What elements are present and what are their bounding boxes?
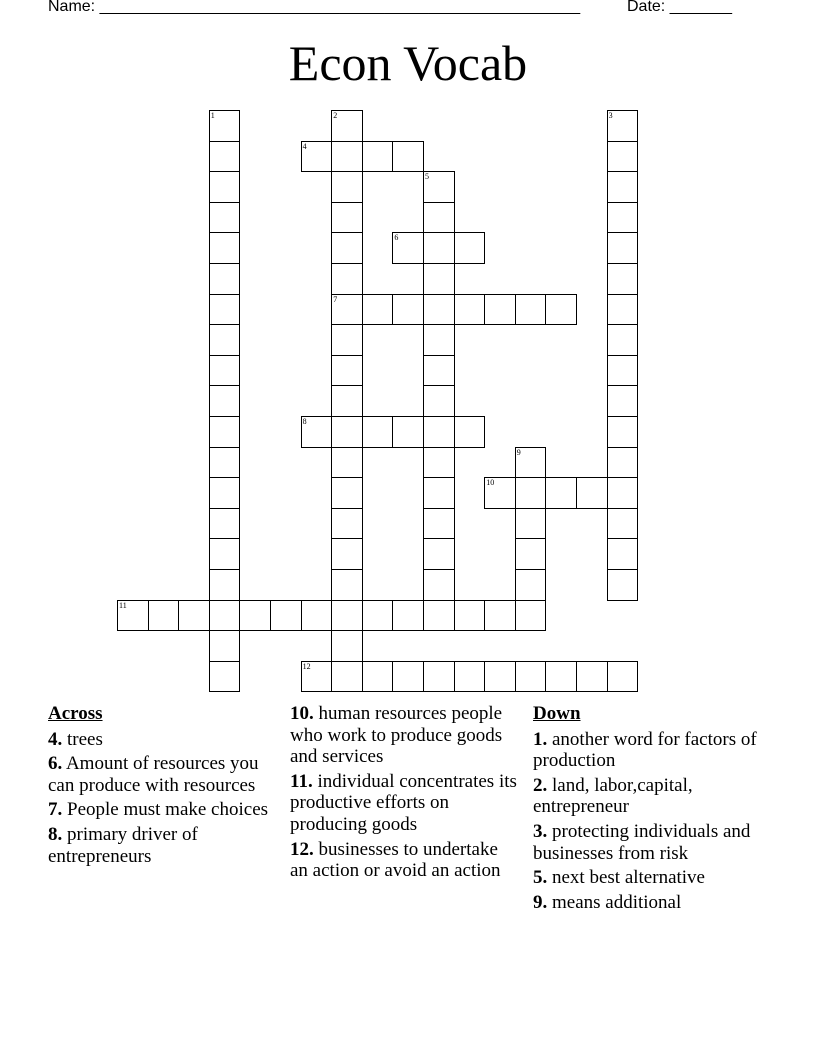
crossword-cell[interactable] xyxy=(423,477,455,509)
crossword-cell[interactable] xyxy=(209,477,241,509)
name-field-label: Name: ______________________________________________________ xyxy=(48,0,581,15)
crossword-cell[interactable] xyxy=(331,385,363,417)
crossword-cell[interactable] xyxy=(607,294,639,326)
clue-text: trees xyxy=(67,728,103,750)
crossword-cell[interactable] xyxy=(209,202,241,234)
crossword-cell[interactable] xyxy=(209,630,241,662)
crossword-cell[interactable] xyxy=(515,661,547,693)
crossword-cell[interactable] xyxy=(209,110,241,142)
cell-number: 2 xyxy=(333,111,338,120)
clues-column-2 xyxy=(290,703,520,885)
crossword-cell[interactable] xyxy=(423,355,455,387)
clue-number: 3. xyxy=(533,820,548,842)
across-heading: Across xyxy=(48,703,103,724)
crossword-cell[interactable] xyxy=(545,661,577,693)
crossword-cell[interactable] xyxy=(209,569,241,601)
crossword-cell[interactable] xyxy=(576,661,608,693)
crossword-cell[interactable] xyxy=(331,477,363,509)
crossword-cell[interactable] xyxy=(423,447,455,479)
cell-number: 5 xyxy=(425,172,429,182)
crossword-cell[interactable] xyxy=(607,661,639,693)
clue-number: 8. xyxy=(48,823,63,845)
clue-number: 4. xyxy=(48,728,63,750)
crossword-cell[interactable] xyxy=(331,630,363,662)
crossword-cell[interactable] xyxy=(392,416,424,448)
clue-down-1 xyxy=(533,729,763,772)
crossword-cell[interactable] xyxy=(607,263,639,295)
crossword-cell[interactable] xyxy=(331,263,363,295)
crossword-cell[interactable] xyxy=(331,569,363,601)
crossword-cell[interactable] xyxy=(607,416,639,448)
crossword-cell[interactable] xyxy=(515,600,547,632)
crossword-cell[interactable] xyxy=(209,232,241,264)
crossword-cell[interactable] xyxy=(209,538,241,570)
crossword-cell[interactable] xyxy=(607,202,639,234)
crossword-cell[interactable] xyxy=(607,477,639,509)
date-field-label: Date: _______ xyxy=(627,0,732,15)
clue-down-9 xyxy=(533,892,763,914)
crossword-cell[interactable] xyxy=(423,385,455,417)
crossword-cell[interactable] xyxy=(209,355,241,387)
clue-text: primary driver of entrepreneurs xyxy=(48,823,198,867)
crossword-cell[interactable] xyxy=(331,600,363,632)
crossword-cell[interactable] xyxy=(331,232,363,264)
crossword-cell[interactable] xyxy=(392,661,424,693)
crossword-cell[interactable] xyxy=(454,661,486,693)
crossword-cell[interactable] xyxy=(423,508,455,540)
crossword-cell[interactable] xyxy=(423,324,455,356)
crossword-cell[interactable] xyxy=(607,508,639,540)
crossword-cell[interactable] xyxy=(209,141,241,173)
crossword-cell[interactable] xyxy=(331,416,363,448)
clue-number: 5. xyxy=(533,867,548,889)
crossword-cell[interactable] xyxy=(362,294,394,326)
crossword-cell[interactable] xyxy=(117,600,149,632)
clue-text: human resources people who work to produce goods and services xyxy=(290,703,503,768)
clue-text: individual concentrates its productive efforts on producing goods xyxy=(290,770,517,835)
crossword-cell[interactable] xyxy=(331,202,363,234)
crossword-cell[interactable] xyxy=(301,600,333,632)
crossword-cell[interactable] xyxy=(607,171,639,203)
crossword-cell[interactable] xyxy=(423,416,455,448)
crossword-cell[interactable] xyxy=(301,661,333,693)
crossword-cell[interactable] xyxy=(331,294,363,326)
crossword-cell[interactable] xyxy=(515,294,547,326)
clue-across-8 xyxy=(48,824,278,867)
crossword-cell[interactable] xyxy=(607,110,639,142)
crossword-cell[interactable] xyxy=(331,538,363,570)
cell-number: 11 xyxy=(119,600,127,610)
crossword-cell[interactable] xyxy=(301,141,333,173)
clue-text: another word for factors of production xyxy=(533,728,757,772)
clue-across-10 xyxy=(290,703,520,768)
cell-number: 12 xyxy=(302,661,311,671)
crossword-cell[interactable] xyxy=(607,355,639,387)
crossword-cell[interactable] xyxy=(545,294,577,326)
crossword-cell[interactable] xyxy=(331,110,363,142)
crossword-cell[interactable] xyxy=(576,477,608,509)
crossword-cell[interactable] xyxy=(515,447,547,479)
crossword-cell[interactable] xyxy=(209,324,241,356)
crossword-cell[interactable] xyxy=(392,600,424,632)
clue-text: Amount of resources you can produce with resources xyxy=(48,753,259,796)
cell-number: 4 xyxy=(302,141,307,151)
crossword-cell[interactable] xyxy=(515,508,547,540)
crossword-cell[interactable] xyxy=(423,171,455,203)
crossword-cell[interactable] xyxy=(148,600,180,632)
crossword-cell[interactable] xyxy=(454,600,486,632)
cell-number: 9 xyxy=(516,447,521,457)
crossword-cell[interactable] xyxy=(423,600,455,632)
crossword-cell[interactable] xyxy=(301,416,333,448)
crossword-cell[interactable] xyxy=(515,569,547,601)
cell-number: 8 xyxy=(302,417,307,426)
crossword-cell[interactable] xyxy=(484,600,516,632)
crossword-cell[interactable] xyxy=(362,141,394,173)
clue-across-6 xyxy=(48,753,278,796)
crossword-cell[interactable] xyxy=(607,141,639,173)
crossword-cell[interactable] xyxy=(270,600,302,632)
crossword-cell[interactable] xyxy=(392,141,424,173)
crossword-cell[interactable] xyxy=(362,661,394,693)
clue-number: 11. xyxy=(290,770,313,792)
crossword-cell[interactable] xyxy=(362,600,394,632)
clue-number: 7. xyxy=(48,799,63,821)
clue-number: 6. xyxy=(48,753,63,775)
crossword-cell[interactable] xyxy=(423,232,455,264)
crossword-cell[interactable] xyxy=(515,538,547,570)
crossword-cell[interactable] xyxy=(209,171,241,203)
crossword-cell[interactable] xyxy=(209,447,241,479)
clue-across-4 xyxy=(48,729,278,751)
clue-text: land, labor,capital, entrepreneur xyxy=(533,774,693,818)
crossword-cell[interactable] xyxy=(484,477,516,509)
crossword-cell[interactable] xyxy=(454,232,486,264)
crossword-cell[interactable] xyxy=(331,661,363,693)
crossword-cell[interactable] xyxy=(331,447,363,479)
crossword-cell[interactable] xyxy=(515,477,547,509)
crossword-cell[interactable] xyxy=(423,202,455,234)
crossword-cell[interactable] xyxy=(239,600,271,632)
clue-text: means additional xyxy=(552,891,682,913)
crossword-cell[interactable] xyxy=(362,416,394,448)
crossword-cell[interactable] xyxy=(331,355,363,387)
clue-number: 12. xyxy=(290,838,314,860)
clue-text: protecting individuals and businesses from risk xyxy=(533,820,751,864)
cell-number: 3 xyxy=(608,111,613,120)
clue-number: 9. xyxy=(533,891,548,913)
crossword-cell[interactable] xyxy=(607,385,639,417)
crossword-cell[interactable] xyxy=(607,324,639,356)
clue-down-2 xyxy=(533,775,763,818)
crossword-cell[interactable] xyxy=(209,661,241,693)
crossword-cell[interactable] xyxy=(209,263,241,295)
clue-number: 10. xyxy=(290,703,314,724)
crossword-cell[interactable] xyxy=(209,508,241,540)
crossword-cell[interactable] xyxy=(331,141,363,173)
crossword-cell[interactable] xyxy=(423,263,455,295)
crossword-cell[interactable] xyxy=(423,569,455,601)
crossword-cell[interactable] xyxy=(607,569,639,601)
crossword-cell[interactable] xyxy=(392,294,424,326)
crossword-cell[interactable] xyxy=(423,661,455,693)
crossword-cell[interactable] xyxy=(484,294,516,326)
cell-number: 7 xyxy=(333,294,338,304)
crossword-cell[interactable] xyxy=(454,294,486,326)
puzzle-title: Econ Vocab xyxy=(288,35,528,91)
crossword-cell[interactable] xyxy=(331,324,363,356)
crossword-cell[interactable] xyxy=(209,294,241,326)
clue-across-7 xyxy=(48,799,278,821)
crossword-cell[interactable] xyxy=(209,600,241,632)
crossword-cell[interactable] xyxy=(607,447,639,479)
crossword-cell[interactable] xyxy=(331,508,363,540)
clue-across-12 xyxy=(290,839,520,882)
clue-text: next best alternative xyxy=(552,867,705,889)
crossword-cell[interactable] xyxy=(331,171,363,203)
crossword-cell[interactable] xyxy=(209,416,241,448)
crossword-cell[interactable] xyxy=(607,232,639,264)
cell-number: 10 xyxy=(486,478,495,488)
cell-number: 6 xyxy=(394,233,399,243)
down-heading: Down xyxy=(533,703,581,724)
clue-number: 2. xyxy=(533,774,548,796)
clue-across-11 xyxy=(290,771,520,836)
crossword-cell[interactable] xyxy=(423,538,455,570)
clue-text: People must make choices xyxy=(67,799,269,821)
crossword-cell[interactable] xyxy=(545,477,577,509)
crossword-cell[interactable] xyxy=(392,232,424,264)
clues-column-1 xyxy=(48,703,278,870)
crossword-cell[interactable] xyxy=(209,385,241,417)
crossword-cell[interactable] xyxy=(607,538,639,570)
crossword-cell[interactable] xyxy=(178,600,210,632)
clue-down-3 xyxy=(533,821,763,864)
clues-column-3 xyxy=(533,703,763,916)
cell-number: 1 xyxy=(210,111,215,120)
clue-number: 1. xyxy=(533,728,548,750)
crossword-cell[interactable] xyxy=(454,416,486,448)
clue-text: businesses to undertake an action or avoid an action xyxy=(290,838,501,882)
crossword-cell[interactable] xyxy=(484,661,516,693)
clue-down-5 xyxy=(533,867,763,889)
crossword-cell[interactable] xyxy=(423,294,455,326)
